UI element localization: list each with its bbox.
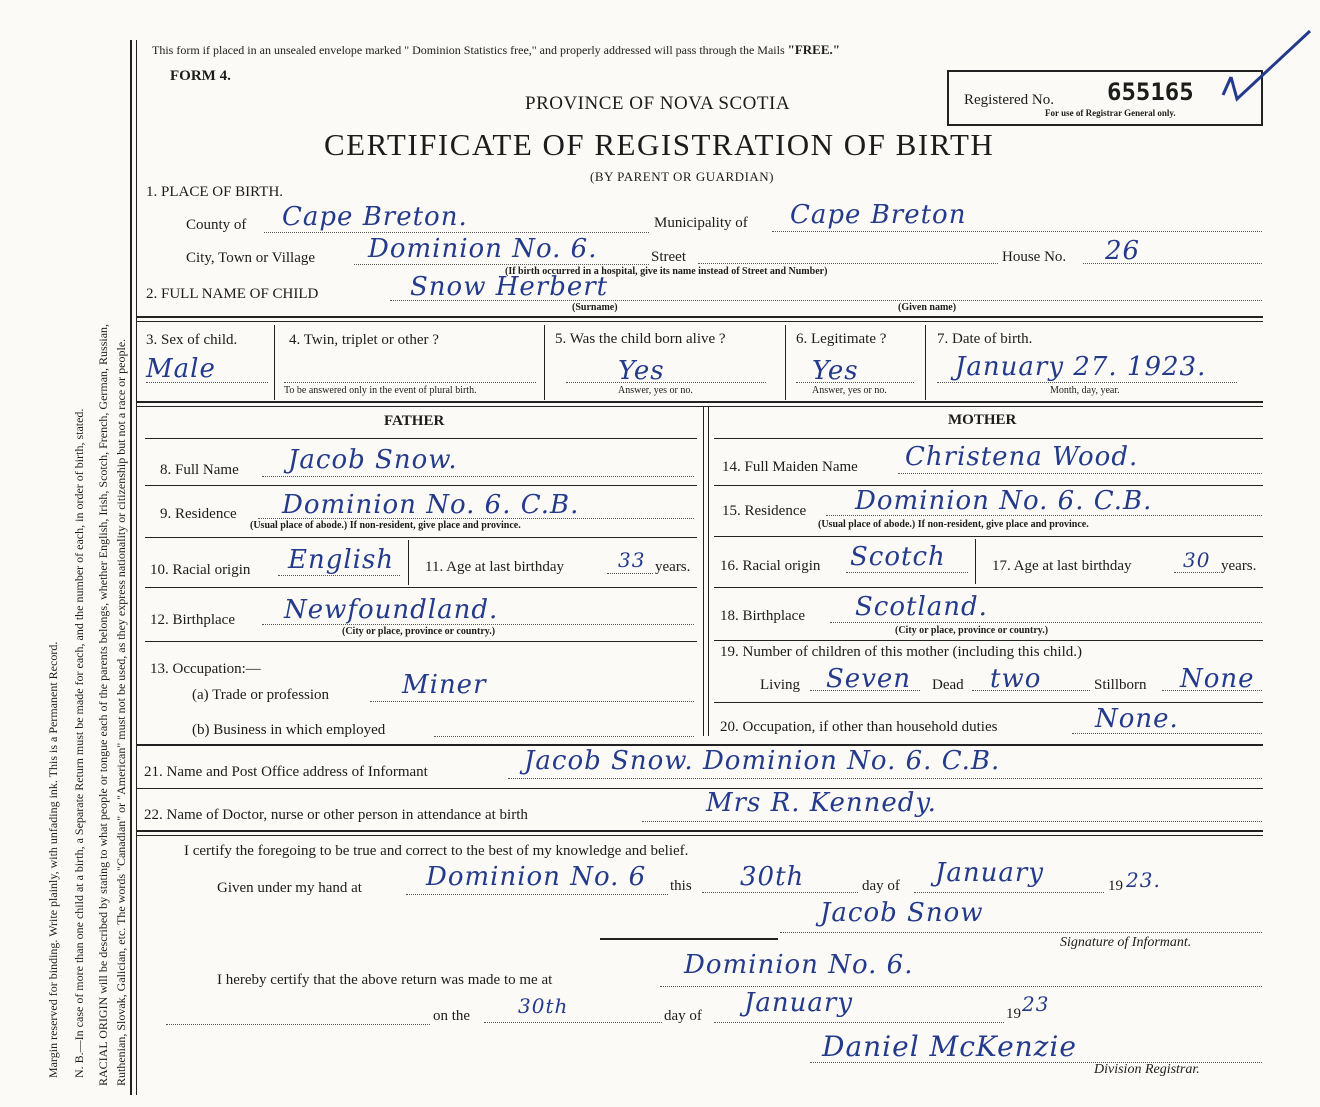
this-label: this (670, 878, 692, 894)
child-name-label: 2. FULL NAME OF CHILD (146, 286, 319, 302)
rule (137, 835, 1263, 836)
registrar-signature: Daniel McKenzie (822, 1030, 1077, 1063)
dead-label: Dead (932, 677, 964, 693)
house-label: House No. (1002, 249, 1067, 265)
given-place-line (406, 894, 668, 895)
cell-divider (408, 540, 409, 585)
stillborn-label: Stillborn (1094, 677, 1147, 693)
margin-note-racial: RACIAL ORIGIN will be described by stating to what people or tongue each of the parents belongs, whether English, Irish, Scotch, French, German, Russian, (96, 323, 110, 1086)
father-heading: FATHER (384, 413, 445, 429)
rule (714, 702, 1263, 703)
day-line (702, 892, 858, 893)
on-the-label: on the (433, 1008, 471, 1024)
mother-birthplace-label: 18. Birthplace (720, 608, 805, 624)
rule (714, 587, 1263, 588)
father-occupation-label: 13. Occupation:— (150, 661, 261, 677)
father-residence-value: Dominion No. 6. C.B. (282, 490, 580, 520)
father-trade-line (370, 701, 694, 702)
legit-note: Answer, yes or no. (812, 385, 887, 396)
mother-birthplace-value: Scotland. (855, 592, 988, 622)
father-years-label: years. (655, 559, 691, 575)
city-value: Dominion No. 6. (368, 234, 598, 264)
stillborn-value: None (1180, 664, 1255, 694)
father-residence-label: 9. Residence (160, 506, 237, 522)
municipality-label: Municipality of (654, 215, 748, 231)
mother-heading: MOTHER (948, 412, 1017, 428)
mother-race-value: Scotch (850, 542, 946, 572)
form-number: FORM 4. (170, 68, 231, 84)
margin-note-binding: Margin reserved for binding. Write plainly, with unfading ink. This is a Permanent Record. (46, 641, 60, 1078)
dead-value: two (990, 664, 1042, 694)
city-line (354, 264, 649, 265)
county-label: County of (186, 217, 247, 233)
father-race-label: 10. Racial origin (150, 562, 251, 578)
dayof-label: day of (862, 878, 900, 894)
registration-note: For use of Registrar General only. (1045, 108, 1176, 118)
alive-value: Yes (618, 356, 665, 386)
column-divider (708, 406, 709, 736)
father-business-line (434, 736, 694, 737)
mail-notice-text: This form if placed in an unsealed envelope marked " Dominion Statistics free," and properly addressed will pass through the Mails (152, 43, 785, 57)
rule (145, 537, 697, 538)
legit-label: 6. Legitimate ? (796, 331, 887, 347)
mother-abode-note: (Usual place of abode.) If non-resident, give place and province. (818, 519, 1089, 530)
free-label: "FREE." (787, 42, 840, 57)
dob-value: January 27. 1923. (955, 352, 1207, 382)
hospital-note: (If birth occurred in a hospital, give its name instead of Street and Number) (505, 266, 828, 277)
rule (714, 536, 1263, 537)
father-age-value: 33 (618, 548, 646, 572)
hereby-label: I hereby certify that the above return was made to me at (217, 972, 553, 988)
county-value: Cape Breton. (282, 202, 468, 232)
registrar-blank-line (166, 1024, 430, 1025)
mother-birthplace-line (830, 622, 1262, 623)
mother-children-label: 19. Number of children of this mother (including this child.) (720, 644, 1083, 660)
cell-divider (544, 325, 545, 400)
informant-signature: Jacob Snow (820, 898, 984, 928)
father-name-value: Jacob Snow. (288, 445, 458, 475)
street-line (698, 263, 998, 264)
father-birthplace-note: (City or place, province or country.) (342, 626, 496, 637)
sex-value: Male (146, 354, 216, 384)
father-business-label: (b) Business in which employed (192, 722, 386, 738)
given-place-value: Dominion No. 6 (426, 862, 647, 892)
page-title: CERTIFICATE OF REGISTRATION OF BIRTH (324, 127, 995, 162)
father-trade-label: (a) Trade or profession (192, 687, 330, 703)
year-prefix2: 19 (1006, 1006, 1021, 1022)
place-heading: 1. PLACE OF BIRTH. (146, 184, 284, 200)
dob-label: 7. Date of birth. (937, 331, 1033, 347)
registration-number: 655165 (1107, 78, 1194, 106)
alive-note: Answer, yes or no. (618, 385, 693, 396)
doctor-label: 22. Name of Doctor, nurse or other person in attendance at birth (144, 807, 528, 823)
cell-divider (785, 325, 786, 400)
page-subtitle: (BY PARENT OR GUARDIAN) (590, 169, 775, 184)
informant-line (508, 778, 1262, 779)
margin-note-racial-2: Ruthenian, Slovak, Galician, etc. The words "Canadian" or "American" must not be used, as they express nationality or citizenship but not a race or people. (114, 338, 128, 1086)
dob-line (937, 382, 1237, 383)
legit-line (796, 382, 914, 383)
father-trade-value: Miner (402, 670, 487, 700)
father-name-label: 8. Full Name (160, 462, 239, 478)
mother-race-line (846, 572, 968, 573)
twin-note: To be answered only in the event of plural birth. (284, 385, 477, 396)
sex-label: 3. Sex of child. (146, 332, 238, 348)
rule (714, 640, 1263, 641)
rule (145, 485, 697, 486)
rule (137, 788, 1263, 789)
living-label: Living (760, 677, 800, 693)
father-abode-note: (Usual place of abode.) If non-resident, give place and province. (250, 520, 521, 531)
father-race-value: English (288, 545, 395, 575)
cell-divider (925, 325, 926, 400)
informant-value: Jacob Snow. Dominion No. 6. C.B. (524, 746, 1001, 776)
year-value: 23. (1126, 868, 1161, 892)
mother-residence-value: Dominion No. 6. C.B. (855, 486, 1153, 516)
rule (137, 321, 1263, 322)
rule (714, 438, 1263, 439)
month-line (914, 892, 1104, 893)
mother-occupation-value: None. (1095, 704, 1179, 734)
dayof2-label: day of (664, 1008, 702, 1024)
street-label: Street (651, 249, 686, 265)
city-label: City, Town or Village (186, 250, 316, 266)
margin-rule-inner (136, 40, 137, 1095)
cell-divider (274, 325, 275, 400)
father-race-line (278, 575, 400, 576)
sex-line (146, 382, 268, 383)
rule (137, 316, 1263, 318)
surname-note: (Surname) (572, 302, 618, 313)
mother-age-label: 17. Age at last birthday (992, 558, 1132, 574)
alive-label: 5. Was the child born alive ? (555, 331, 726, 347)
month2-line (714, 1022, 1004, 1023)
month-value: January (935, 858, 1045, 888)
county-line (264, 232, 649, 233)
year2-value: 23 (1022, 992, 1050, 1016)
mother-age-value: 30 (1183, 548, 1211, 572)
mother-residence-label: 15. Residence (722, 503, 807, 519)
twin-label: 4. Twin, triplet or other ? (289, 332, 439, 348)
hereby-place: Dominion No. 6. (684, 950, 914, 980)
rule (137, 830, 1263, 832)
registrar-label: Division Registrar. (1094, 1062, 1200, 1077)
rule (145, 641, 697, 642)
given-label: Given under my hand at (217, 880, 362, 896)
municipality-line (772, 231, 1262, 232)
province-heading: PROVINCE OF NOVA SCOTIA (525, 93, 791, 114)
mother-name-value: Christena Wood. (905, 442, 1139, 472)
month2-value: January (744, 988, 854, 1018)
house-value: 26 (1105, 236, 1141, 266)
rule (145, 438, 697, 439)
living-value: Seven (826, 664, 912, 694)
father-birthplace-label: 12. Birthplace (150, 612, 235, 628)
rule (145, 587, 697, 588)
signature-rule (600, 938, 778, 940)
father-age-line (607, 573, 653, 574)
year-prefix: 19 (1108, 878, 1123, 894)
municipality-value: Cape Breton (790, 200, 967, 230)
check-mark-icon (1215, 25, 1315, 105)
doctor-line (642, 821, 1262, 822)
mother-years-label: years. (1221, 558, 1257, 574)
margin-rule (130, 40, 132, 1095)
mother-name-line (898, 473, 1262, 474)
day2-value: 30th (518, 994, 569, 1018)
mother-birthplace-note: (City or place, province or country.) (895, 625, 1049, 636)
mother-age-line (1174, 572, 1220, 573)
mother-race-label: 16. Racial origin (720, 558, 821, 574)
father-name-line (262, 476, 694, 477)
mother-name-label: 14. Full Maiden Name (722, 459, 858, 475)
mail-notice (152, 42, 840, 58)
hereby-line (660, 986, 1262, 987)
alive-line (566, 382, 766, 383)
column-divider (703, 406, 704, 736)
legit-value: Yes (812, 356, 859, 386)
doctor-value: Mrs R. Kennedy. (706, 788, 937, 818)
registration-label: Registered No. (964, 92, 1054, 108)
certify-statement: I certify the foregoing to be true and correct to the best of my knowledge and belief. (184, 843, 689, 859)
twin-line (284, 382, 536, 383)
informant-label: 21. Name and Post Office address of Informant (144, 764, 428, 780)
child-name-value: Snow Herbert (410, 272, 609, 302)
father-age-label: 11. Age at last birthday (425, 559, 564, 575)
signature-line (780, 932, 1262, 933)
father-birthplace-value: Newfoundland. (284, 595, 499, 625)
rule (137, 401, 1263, 403)
signature-label: Signature of Informant. (1060, 935, 1192, 950)
rule (137, 406, 1263, 407)
day2-line (484, 1022, 662, 1023)
mother-occupation-label: 20. Occupation, if other than household duties (720, 719, 998, 735)
cell-divider (975, 539, 976, 584)
margin-note-nb: N. B.—In case of more than one child at a birth, a Separate Return must be made for each, and the number of each, in order of birth, stated. (72, 408, 86, 1078)
given-note: (Given name) (898, 302, 957, 313)
dob-note: Month, day, year. (1050, 385, 1120, 396)
day-value: 30th (740, 862, 805, 892)
